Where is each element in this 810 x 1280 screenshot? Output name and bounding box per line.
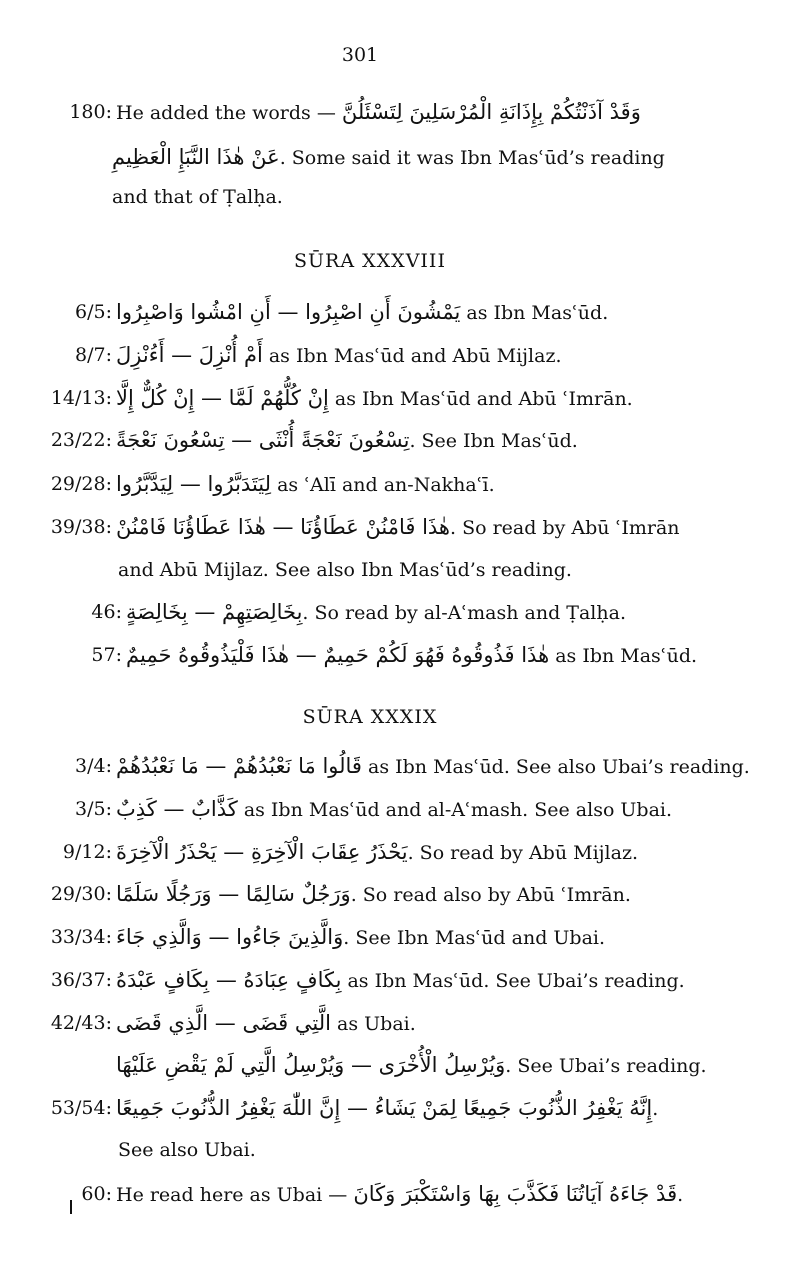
entry-53-54: [0, 1088, 810, 1128]
verse-ref: 3/4:: [75, 755, 112, 777]
english-text: as Ibn Masʿūd and Abū ʿImrān.: [334, 388, 633, 410]
english-text: as Ubai.: [337, 1013, 416, 1035]
verse-ref: 23/22:: [50, 429, 112, 451]
verse-ref: 60:: [81, 1183, 112, 1205]
english-text: . So read by Abū ʿImrān: [450, 517, 680, 539]
verse-ref: 46:: [91, 601, 122, 623]
entry-39-38-cont: [0, 550, 810, 590]
entry-6-5: [0, 292, 810, 332]
verse-ref: 8/7:: [75, 344, 112, 366]
english-text: as Ibn Masʿūd and Abū Mijlaz.: [268, 345, 562, 367]
verse-ref: 9/12:: [62, 841, 112, 863]
entry-14-13: [0, 378, 810, 418]
arabic-text: إِنَّهُ يَغْفِرُ الذُّنُوبَ جَمِيعًا لِمَنْ يَشَاءُ — إِنَّ اللّٰهَ يَغْفِرُ الذُّنُوبَ جَمِيعًا: [116, 1096, 653, 1120]
verse-ref: 57:: [91, 644, 122, 666]
english-text: and Abū Mijlaz. See also Ibn Masʿūd’s reading.: [118, 559, 572, 581]
arabic-text: وَالَّذِينَ جَاءُوا — وَالَّذِي جَاءَ: [116, 925, 344, 949]
verse-ref: 14/13:: [50, 387, 112, 409]
entry-36-37: [0, 960, 810, 1000]
english-text: . See Ibn Masʿūd.: [409, 430, 578, 452]
verse-ref: 36/37:: [50, 969, 112, 991]
arabic-text: وَقَدْ آذَنْتُكُمْ بِإِذَانَةِ الْمُرْسَلِينَ لِتَسْئَلُنَّ: [341, 100, 641, 124]
arabic-text: يَمْشُونَ أَنِ اصْبِرُوا — أَنِ امْشُوا وَاصْبِرُوا: [116, 300, 461, 324]
english-text: .: [652, 1098, 659, 1120]
english-text: . Some said it was Ibn Masʿūd’s reading: [279, 147, 665, 169]
entry-3-4: [0, 746, 810, 786]
arabic-text: كَذَّابٌ — كَذِبٌ: [116, 797, 238, 821]
english-text: as ʿAlī and an-Nakhaʿī.: [277, 474, 495, 496]
english-text: as Ibn Masʿūd. See also Ubai’s reading.: [368, 756, 750, 778]
entry-60: [0, 1174, 810, 1214]
entry-29-30: [0, 874, 810, 914]
sura-heading: SŪRA XXXVIII: [294, 250, 446, 272]
sura-heading: SŪRA XXXIX: [302, 706, 438, 728]
entry-53-54-cont: [0, 1130, 810, 1170]
margin-mark: [70, 1200, 72, 1214]
english-text: He added the words —: [116, 102, 336, 124]
entry-39-38: [0, 507, 810, 547]
english-text: . See Ubai’s reading.: [505, 1055, 707, 1077]
arabic-text: الَّتِي قَضَى — الَّذِي قَضَى: [116, 1011, 331, 1035]
entry-42-43: [0, 1003, 810, 1043]
verse-ref: 29/30:: [50, 883, 112, 905]
arabic-text: إِنْ كُلُّهُمْ لَمَّا — إِنْ كُلٌّ إِلَّا: [116, 386, 329, 410]
verse-ref: 3/5:: [75, 798, 112, 820]
arabic-text: عَنْ هٰذَا النَّبَإِ الْعَظِيمِ: [112, 145, 280, 169]
english-text: . So read also by Abū ʿImrān.: [350, 884, 631, 906]
arabic-text: هٰذَا فَامْنُنْ عَطَاؤُنَا — هٰذَا عَطَاؤُنَا فَامْنُنْ: [116, 515, 451, 539]
entry-57: [0, 635, 810, 675]
arabic-text: قَدْ جَاءَهُ آيَاتُنَا فَكَذَّبَ بِهَا وَاسْتَكْبَرَ وَكَانَ: [353, 1182, 678, 1206]
entry-23-22: [0, 420, 810, 460]
entry-3-5: [0, 789, 810, 829]
verse-ref: 33/34:: [50, 926, 112, 948]
entry-text: [116, 92, 641, 133]
entry-46: [0, 592, 810, 632]
verse-ref: 180:: [69, 101, 112, 123]
entry-29-28: [0, 464, 810, 504]
arabic-text: وَيُرْسِلُ الْأُخْرَى — وَيُرْسِلُ الَّتِي لَمْ يَقْضِ عَلَيْهَا: [116, 1053, 506, 1077]
entry-8-7: [0, 335, 810, 375]
english-text: He read here as Ubai —: [116, 1184, 348, 1206]
arabic-text: بِخَالِصَتِهِمْ — بِخَالِصَةٍ: [126, 600, 303, 624]
verse-ref: 6/5:: [75, 301, 112, 323]
english-text: as Ibn Masʿūd.: [555, 645, 698, 667]
page-number: 301: [341, 44, 379, 66]
verse-ref: 29/28:: [50, 473, 112, 495]
entry-180-cont: [0, 137, 810, 177]
english-text: . So read by al-Aʿmash and Ṭalḥa.: [302, 602, 626, 624]
entry-33-34: [0, 917, 810, 957]
entry-42-43-cont: [0, 1045, 810, 1085]
entry-9-12: [0, 832, 810, 872]
english-text: and that of Ṭalḥa.: [112, 186, 283, 208]
arabic-text: تِسْعُونَ نَعْجَةً أُنْثَى — تِسْعُونَ نَعْجَةً: [116, 428, 410, 452]
english-text: as Ibn Masʿūd.: [466, 302, 609, 324]
english-text: See also Ubai.: [118, 1139, 256, 1161]
verse-ref: 39/38:: [50, 516, 112, 538]
arabic-text: قَالُوا مَا نَعْبُدُهُمْ — مَا نَعْبُدُهُمْ: [116, 754, 362, 778]
arabic-text: بِكَافٍ عِبَادَهُ — بِكَافٍ عَبْدَهُ: [116, 968, 342, 992]
verse-ref: 53/54:: [50, 1097, 112, 1119]
arabic-text: لِيَتَدَبَّرُوا — لِيَدَّبَّرُوا: [116, 472, 272, 496]
english-text: . So read by Abū Mijlaz.: [407, 842, 638, 864]
verse-ref: 42/43:: [50, 1012, 112, 1034]
entry-180: [0, 92, 810, 132]
arabic-text: يَحْذَرُ عِقَابَ الْآخِرَةِ — يَحْذَرُ الْآخِرَةَ: [116, 840, 408, 864]
entry-180-cont2: [0, 177, 810, 217]
english-text: as Ibn Masʿūd and al-Aʿmash. See also Ubai.: [243, 799, 673, 821]
english-text: . See Ibn Masʿūd and Ubai.: [343, 927, 606, 949]
arabic-text: هٰذَا فَذُوقُوهُ فَهُوَ لَكُمْ حَمِيمٌ — هٰذَا فَلْيَذُوقُوهُ حَمِيمٌ: [126, 643, 550, 667]
english-text: .: [677, 1184, 684, 1206]
arabic-text: وَرَجُلٌ سَالِمًا — وَرَجُلًا سَلَمًا: [116, 882, 351, 906]
english-text: as Ibn Masʿūd. See Ubai’s reading.: [347, 970, 685, 992]
arabic-text: أَمْ أُنْزِلَ — أَءُنْزِلَ: [116, 343, 263, 367]
